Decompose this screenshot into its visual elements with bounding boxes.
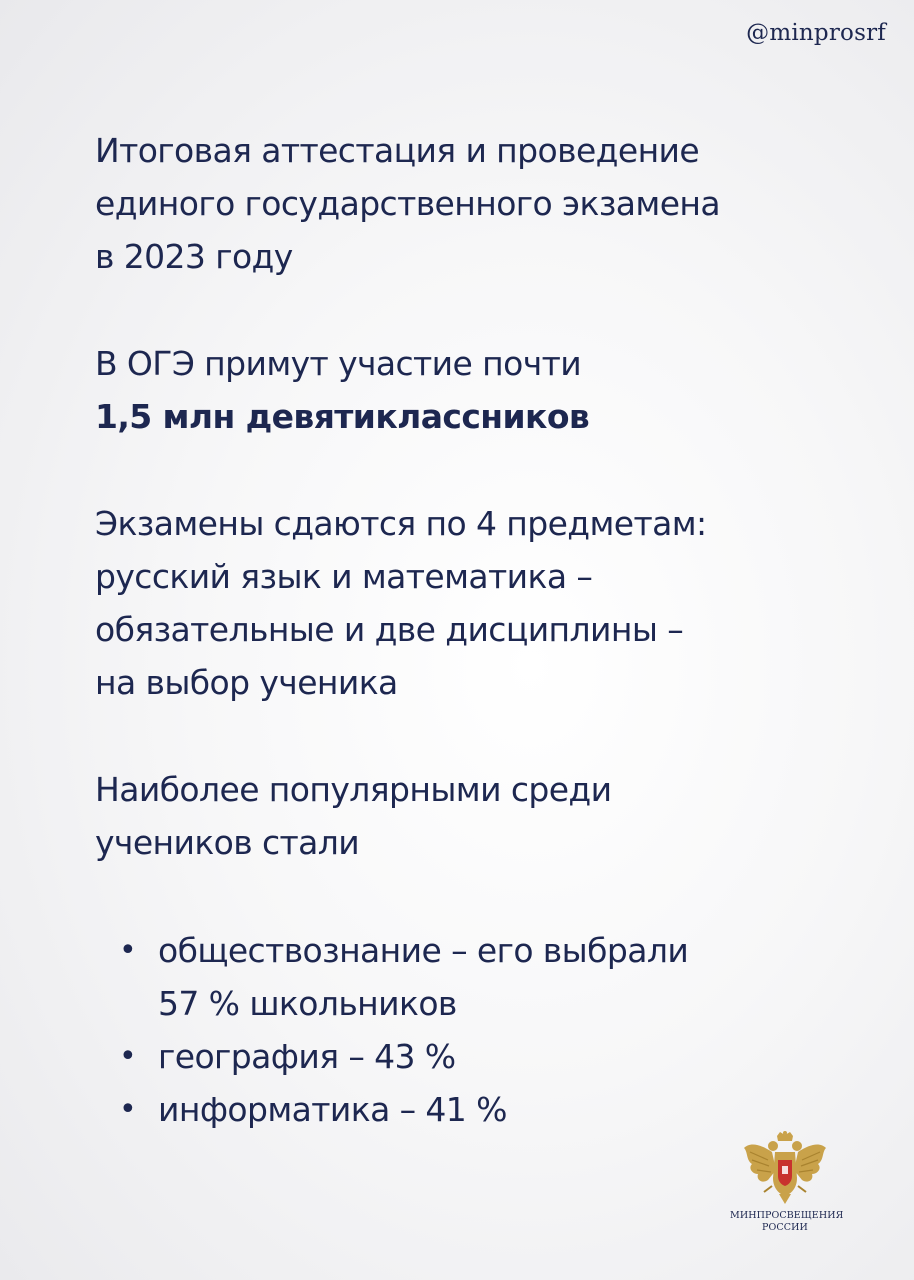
exams-block (95, 497, 855, 709)
exams-line: обязательные и две дисциплины – (95, 610, 684, 649)
exams-line: Экзамены сдаются по 4 предметам: (95, 504, 707, 543)
exams-line: русский язык и математика – (95, 557, 593, 596)
title-line: в 2023 году (95, 237, 293, 276)
ministry-logo-line: РОССИИ (762, 1222, 808, 1233)
instagram-handle: @minprosrf (746, 20, 886, 46)
bullet-icon: • (119, 1039, 137, 1074)
ministry-logo-line: МИНПРОСВЕЩЕНИЯ (730, 1210, 844, 1221)
popular-line: учеников стали (95, 823, 360, 862)
popular-block (95, 763, 855, 869)
list-item-text: обществознание – его выбрали (158, 931, 689, 970)
list-item (95, 924, 855, 1030)
list-item (95, 1083, 855, 1136)
title-line: Итоговая аттестация и проведение (95, 131, 700, 170)
popular-line: Наиболее популярными среди (95, 770, 612, 809)
title-line: единого государственного экзамена (95, 184, 721, 223)
popular-subjects-list (95, 924, 855, 1136)
main-content (95, 124, 855, 1136)
title-block (95, 124, 855, 283)
list-item-text: информатика – 41 % (158, 1090, 507, 1129)
list-item-text: 57 % школьников (158, 984, 457, 1023)
exams-line: на выбор ученика (95, 663, 398, 702)
oge-highlight: 1,5 млн девятиклассников (95, 397, 590, 436)
bullet-icon: • (119, 1092, 137, 1127)
list-item-text: география – 43 % (158, 1037, 456, 1076)
double-headed-eagle-icon (742, 1130, 828, 1206)
oge-block (95, 337, 855, 443)
ministry-logo (730, 1130, 844, 1238)
oge-text: В ОГЭ примут участие почти (95, 344, 582, 383)
list-item (95, 1030, 855, 1083)
ministry-logo-text (730, 1210, 844, 1234)
bullet-icon: • (119, 933, 137, 968)
